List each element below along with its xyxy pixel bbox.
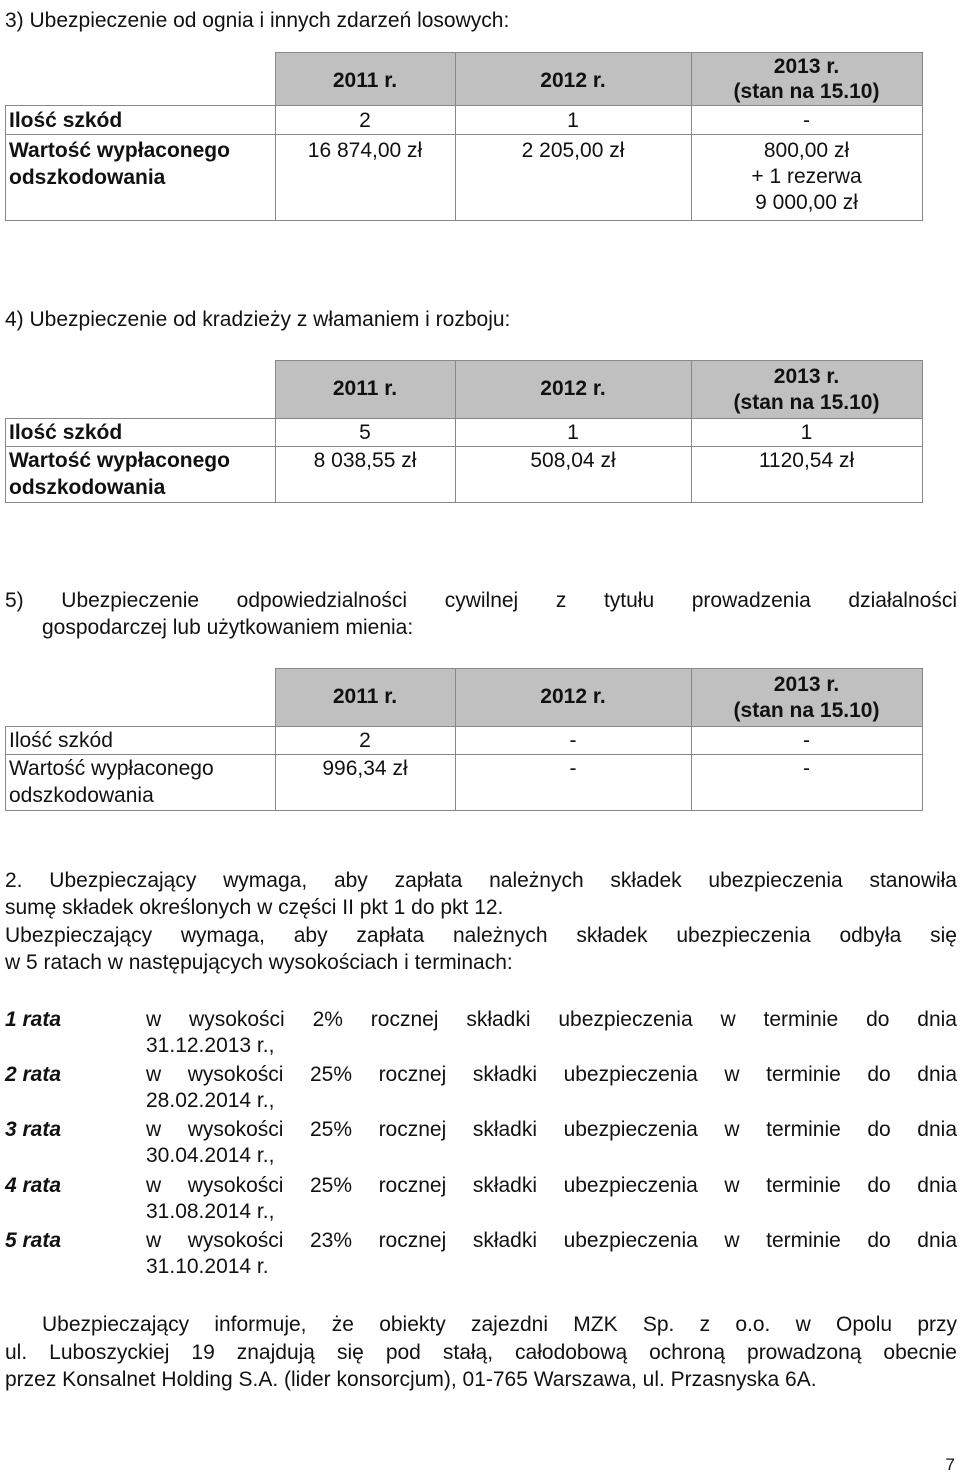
section-3-heading: 3) Ubezpieczenie od ognia i innych zdarzeń losowych: [5, 9, 510, 32]
installment-date: 30.04.2014 r., [146, 1144, 275, 1167]
row-label-claims-count: Ilość szkód [9, 109, 123, 132]
cell-payout-2013: 1120,54 zł [758, 449, 855, 472]
cell-payout-2013-line3: 9 000,00 zł [755, 191, 858, 214]
paragraph-2-line-4: w 5 ratach w następujących wysokościach i terminach: [5, 951, 513, 974]
col-divider [922, 668, 923, 810]
header-2013-note: (stan na 15.10) [733, 80, 880, 103]
col-divider [922, 52, 923, 220]
header-2013: 2013 r. [773, 673, 840, 696]
cell-payout-2012: 2 205,00 zł [521, 139, 625, 162]
cell-payout-2013: - [803, 757, 810, 780]
header-2013: 2013 r. [773, 55, 840, 78]
row-label-payout: Wartość wypłaconego [9, 139, 230, 162]
installment-label: 2 rata [5, 1063, 62, 1086]
row-label-payout-2: odszkodowania [9, 784, 154, 807]
installment-text [146, 1117, 957, 1169]
cell-claims-2013: 1 [800, 421, 813, 444]
installment-label: 3 rata [5, 1118, 62, 1141]
installment-text-line1: w wysokości 2% rocznej składki ubezpieczenia w terminie do dnia [146, 1008, 957, 1031]
row-label-payout: Wartość wypłaconego [9, 449, 230, 472]
cell-payout-2011: 8 038,55 zł [313, 449, 417, 472]
row-label-claims-count: Ilość szkód [9, 421, 123, 444]
installment-text-line1: w wysokości 25% rocznej składki ubezpieczenia w terminie do dnia [146, 1174, 957, 1197]
row-divider [5, 726, 923, 727]
col-divider [5, 726, 6, 810]
header-2012: 2012 r. [540, 685, 606, 708]
header-2011: 2011 r. [332, 685, 398, 708]
cell-claims-2011: 2 [359, 109, 371, 132]
cell-claims-2012: 1 [567, 109, 579, 132]
cell-claims-2011: 2 [359, 729, 371, 752]
row-divider [5, 418, 923, 419]
cell-payout-2011: 16 874,00 zł [307, 139, 423, 162]
liability-insurance-table [5, 668, 923, 810]
row-label-payout-2: odszkodowania [9, 166, 166, 189]
installment-text [146, 1062, 957, 1114]
theft-insurance-table [5, 360, 923, 502]
row-divider [5, 446, 923, 447]
cell-claims-2013: - [803, 729, 810, 752]
row-label-claims-count: Ilość szkód [9, 729, 113, 752]
header-2013-note: (stan na 15.10) [733, 699, 880, 722]
installment-text [146, 1228, 957, 1280]
col-divider [5, 105, 6, 220]
row-divider [5, 105, 923, 106]
installment-label: 1 rata [5, 1008, 62, 1031]
installment-text-line1: w wysokości 25% rocznej składki ubezpieczenia w terminie do dnia [146, 1063, 957, 1086]
row-divider [5, 220, 923, 221]
row-divider [5, 502, 923, 503]
installment-text-line1: w wysokości 23% rocznej składki ubezpieczenia w terminie do dnia [146, 1229, 957, 1252]
cell-claims-2013: - [803, 109, 810, 132]
cell-claims-2012: 1 [567, 421, 579, 444]
section-5-heading: 5) Ubezpieczenie odpowiedzialności cywilnej z tytułu prowadzenia działalności [5, 589, 957, 612]
closing-line-1: Ubezpieczający informuje, że obiekty zajezdni MZK Sp. z o.o. w Opolu przy [42, 1313, 957, 1336]
row-divider [5, 754, 923, 755]
installment-date: 28.02.2014 r., [146, 1089, 275, 1112]
page-number: 7 [945, 1455, 955, 1474]
row-divider [5, 810, 923, 811]
fire-insurance-table [5, 52, 923, 220]
header-2011: 2011 r. [332, 69, 398, 92]
paragraph-2-line-1: 2. Ubezpieczający wymaga, aby zapłata należnych składek ubezpieczenia stanowiła [5, 869, 957, 892]
installment-label: 4 rata [5, 1174, 62, 1197]
row-label-payout: Wartość wypłaconego [9, 757, 214, 780]
cell-payout-2012: - [569, 757, 577, 780]
row-divider [5, 134, 923, 135]
cell-claims-2012: - [569, 729, 577, 752]
installment-label: 5 rata [5, 1229, 62, 1252]
installment-date: 31.12.2013 r., [146, 1034, 275, 1057]
header-2013-note: (stan na 15.10) [733, 391, 880, 414]
closing-line-3: przez Konsalnet Holding S.A. (lider konsorcjum), 01-765 Warszawa, ul. Przasnyska 6A. [5, 1368, 817, 1391]
header-2013: 2013 r. [773, 365, 840, 388]
installment-text-line1: w wysokości 25% rocznej składki ubezpieczenia w terminie do dnia [146, 1118, 957, 1141]
paragraph-2-line-3: Ubezpieczający wymaga, aby zapłata należnych składek ubezpieczenia odbyła się [5, 924, 957, 947]
cell-payout-2013-line2: + 1 rezerwa [751, 165, 862, 188]
paragraph-2-line-2: sumę składek określonych w części II pkt 1 do pkt 12. [5, 896, 504, 919]
col-divider [922, 360, 923, 502]
cell-payout-2011: 996,34 zł [322, 757, 408, 780]
header-2012: 2012 r. [540, 377, 606, 400]
installment-date: 31.10.2014 r. [146, 1255, 269, 1278]
installment-text [146, 1173, 957, 1225]
cell-claims-2011: 5 [359, 421, 371, 444]
closing-line-2: ul. Luboszyckiej 19 znajdują się pod stałą, całodobową ochroną prowadzoną obecnie [5, 1341, 957, 1364]
section-4-heading: 4) Ubezpieczenie od kradzieży z włamaniem i rozboju: [5, 308, 511, 331]
installment-date: 31.08.2014 r., [146, 1200, 275, 1223]
cell-payout-2013-line1: 800,00 zł [763, 139, 850, 162]
row-label-payout-2: odszkodowania [9, 476, 166, 499]
header-2011: 2011 r. [332, 377, 398, 400]
installment-text [146, 1007, 957, 1059]
section-5-heading-cont: gospodarczej lub użytkowaniem mienia: [42, 616, 414, 639]
cell-payout-2012: 508,04 zł [530, 449, 616, 472]
col-divider [5, 418, 6, 502]
header-2012: 2012 r. [540, 69, 606, 92]
